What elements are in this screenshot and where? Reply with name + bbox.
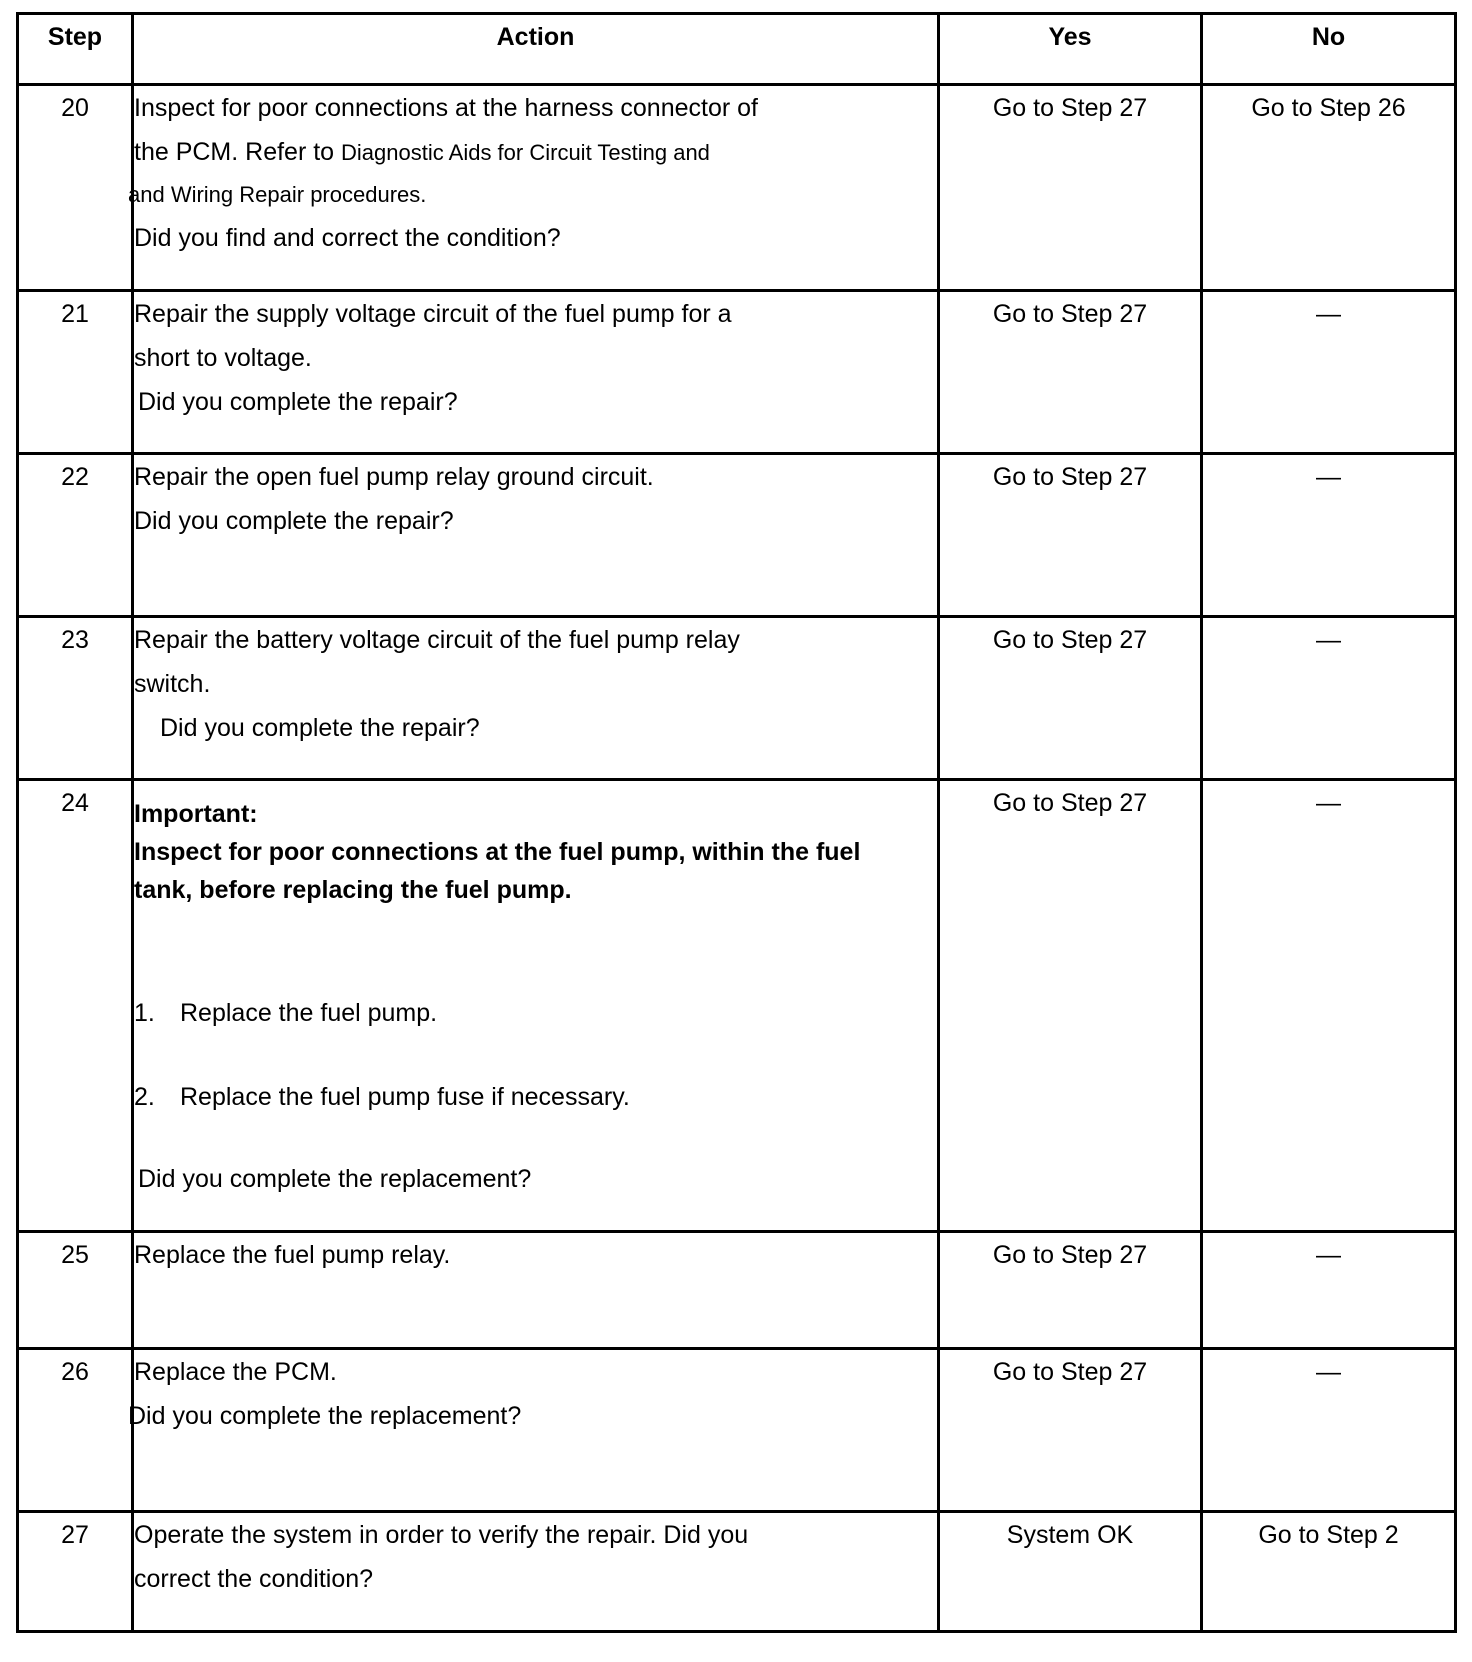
no-link[interactable]: Go to Step 2 <box>1258 1521 1399 1549</box>
action-question: Did you complete the repair? <box>160 714 480 742</box>
action-question: correct the condition? <box>134 1565 374 1593</box>
table-row <box>18 1232 1456 1349</box>
table-row <box>18 1512 1456 1632</box>
list-text: Replace the fuel pump fuse if necessary. <box>180 1083 630 1111</box>
yes-link[interactable]: Go to Step 27 <box>992 1358 1148 1386</box>
no-cell <box>1202 85 1456 291</box>
action-text: the PCM. Refer to <box>134 138 342 166</box>
action-cell <box>133 780 939 1232</box>
action-cell <box>133 1512 939 1632</box>
table-header-row <box>18 14 1456 85</box>
action-line: switch. <box>134 670 211 698</box>
yes-link[interactable]: Go to Step 27 <box>992 463 1148 491</box>
table-row <box>18 617 1456 780</box>
no-cell <box>1202 780 1456 1232</box>
action-line: Replace the fuel pump relay. <box>134 1241 451 1269</box>
action-line <box>134 130 937 174</box>
table-row <box>18 454 1456 617</box>
step-number: 23 <box>18 617 133 780</box>
reference-link[interactable]: and Wiring Repair procedures. <box>128 182 427 207</box>
action-line: Inspect for poor connections at the harness connector of <box>134 94 758 122</box>
important-text: Inspect for poor connections at the fuel pump, within the fuel tank, before replacing the fuel pump. <box>134 838 861 904</box>
action-cell <box>133 291 939 454</box>
action-question: Did you complete the repair? <box>134 507 454 535</box>
header-step: Step <box>18 14 133 85</box>
step-number: 25 <box>18 1232 133 1349</box>
yes-link[interactable]: Go to Step 27 <box>992 300 1148 328</box>
action-line: Repair the battery voltage circuit of the fuel pump relay <box>134 626 740 654</box>
important-label: Important: <box>134 800 258 828</box>
no-dash: — <box>1316 1241 1341 1269</box>
no-dash: — <box>1316 789 1341 817</box>
action-question: Did you complete the replacement? <box>128 1402 522 1430</box>
diagnostic-table <box>16 12 1457 1633</box>
list-text: Replace the fuel pump. <box>180 999 438 1027</box>
step-number: 27 <box>18 1512 133 1632</box>
action-cell <box>133 454 939 617</box>
no-cell <box>1202 291 1456 454</box>
reference-link[interactable]: Diagnostic Aids for Circuit Testing and <box>341 140 710 165</box>
action-line: Replace the PCM. <box>134 1358 337 1386</box>
no-link[interactable]: Go to Step 26 <box>1251 94 1406 122</box>
action-cell <box>128 85 939 291</box>
yes-cell <box>939 1349 1202 1512</box>
replacement-steps <box>134 991 937 1119</box>
yes-link[interactable]: Go to Step 27 <box>992 789 1148 817</box>
step-number: 21 <box>18 291 133 454</box>
no-dash: — <box>1316 300 1341 328</box>
action-cell <box>133 617 939 780</box>
no-cell <box>1202 617 1456 780</box>
yes-link[interactable]: Go to Step 27 <box>992 94 1148 122</box>
yes-cell <box>939 780 1202 1232</box>
action-question: Did you find and correct the condition? <box>134 224 561 252</box>
header-yes: Yes <box>939 14 1202 85</box>
no-cell <box>1202 1232 1456 1349</box>
step-number: 22 <box>18 454 133 617</box>
yes-cell <box>939 617 1202 780</box>
no-cell <box>1202 1349 1456 1512</box>
action-cell <box>133 1232 939 1349</box>
list-item <box>134 1075 937 1119</box>
yes-cell <box>939 1232 1202 1349</box>
yes-link[interactable]: Go to Step 27 <box>992 1241 1148 1269</box>
action-line: Operate the system in order to verify the repair. Did you <box>134 1521 749 1549</box>
header-no: No <box>1202 14 1456 85</box>
list-number: 1. <box>134 999 155 1027</box>
action-cell <box>128 1349 939 1512</box>
list-number: 2. <box>134 1083 155 1111</box>
action-line: short to voltage. <box>134 344 312 372</box>
action-line: Repair the supply voltage circuit of the fuel pump for a <box>134 300 732 328</box>
no-cell <box>1202 1512 1456 1632</box>
action-line: Repair the open fuel pump relay ground circuit. <box>134 463 654 491</box>
yes-cell <box>939 291 1202 454</box>
header-action: Action <box>133 14 939 85</box>
yes-cell <box>939 1512 1202 1632</box>
table-row <box>18 291 1456 454</box>
no-dash: — <box>1316 463 1341 491</box>
step-number: 26 <box>18 1349 133 1512</box>
yes-result: System OK <box>1006 1521 1134 1549</box>
no-dash: — <box>1316 1358 1341 1386</box>
step-number: 20 <box>18 85 133 291</box>
step-number: 24 <box>18 780 133 1232</box>
list-item <box>134 991 937 1035</box>
yes-cell <box>939 85 1202 291</box>
table-row <box>18 85 1456 291</box>
action-question: Did you complete the repair? <box>138 388 458 416</box>
yes-cell <box>939 454 1202 617</box>
table-row <box>18 780 1456 1232</box>
table-row <box>18 1349 1456 1512</box>
no-dash: — <box>1316 626 1341 654</box>
action-question: Did you complete the replacement? <box>138 1165 532 1193</box>
no-cell <box>1202 454 1456 617</box>
yes-link[interactable]: Go to Step 27 <box>992 626 1148 654</box>
